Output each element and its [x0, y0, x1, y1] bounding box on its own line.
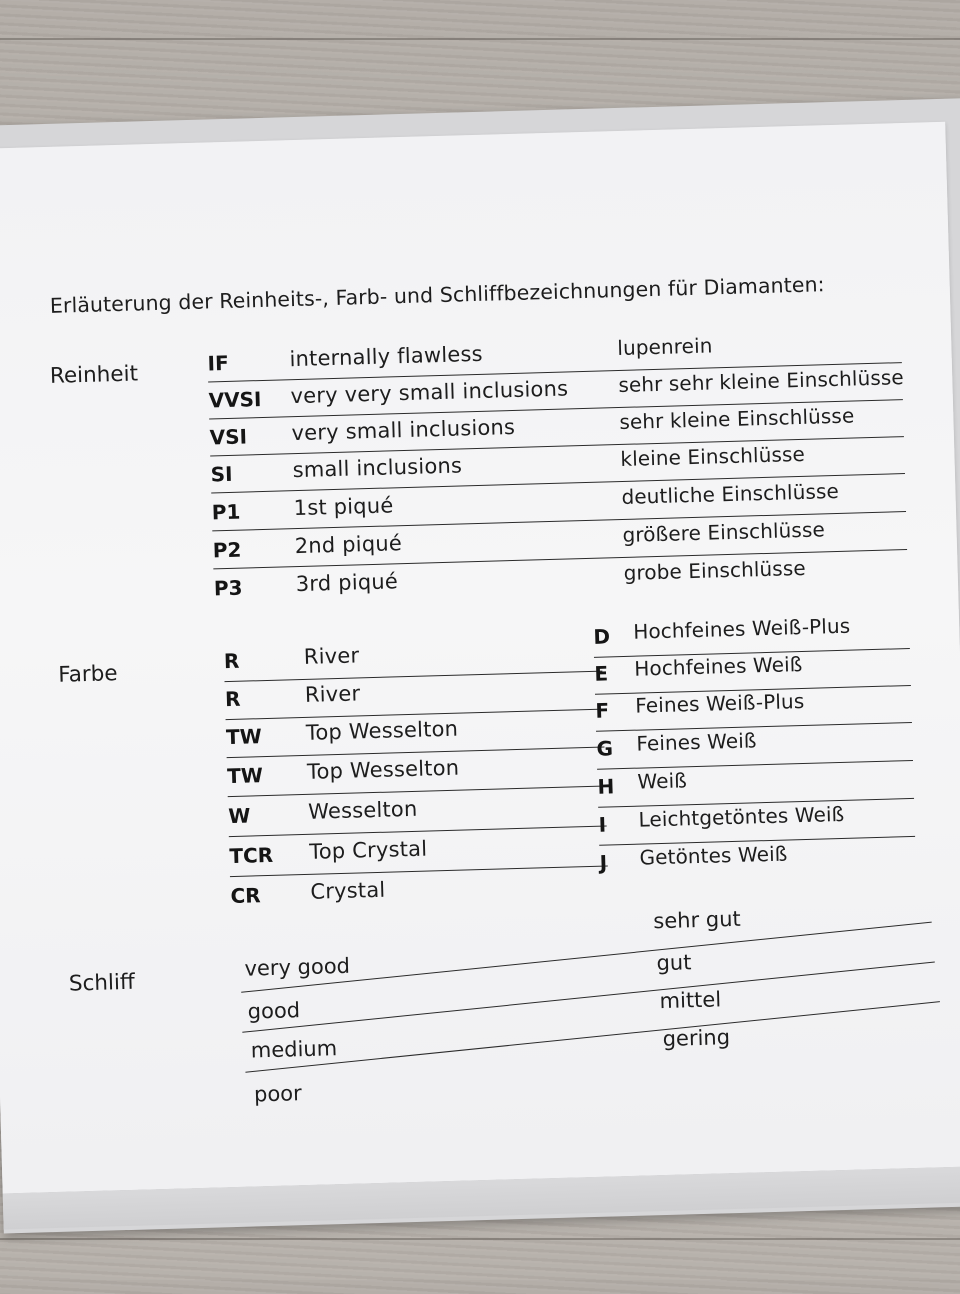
- cut-english: poor: [253, 1081, 303, 1107]
- color-grade-code: F: [595, 698, 610, 723]
- section-label-color: Farbe: [57, 661, 118, 688]
- clarity-code: VSI: [209, 424, 248, 450]
- cut-english: good: [247, 998, 301, 1024]
- color-name: Top Wesselton: [306, 755, 460, 784]
- color-grade-code: E: [594, 661, 609, 686]
- color-code: CR: [230, 883, 261, 909]
- clarity-english: very very small inclusions: [290, 376, 569, 409]
- clarity-code: IF: [207, 350, 230, 376]
- cut-german: gering: [662, 1025, 731, 1052]
- clarity-code: P2: [212, 537, 242, 563]
- color-name: Top Crystal: [308, 836, 428, 864]
- color-name: Crystal: [310, 877, 386, 904]
- clarity-code: SI: [210, 461, 233, 487]
- color-name: River: [304, 681, 361, 707]
- color-grade-code: H: [597, 774, 615, 799]
- color-grade-name: Feines Weiß-Plus: [635, 688, 805, 718]
- clarity-german: lupenrein: [617, 333, 713, 361]
- color-code: TW: [226, 763, 264, 789]
- color-code: R: [224, 686, 241, 712]
- color-name: Wesselton: [307, 796, 418, 824]
- color-grade-name: Weiß: [637, 768, 688, 794]
- cut-english: very good: [244, 953, 351, 981]
- color-grade-name: Hochfeines Weiß-Plus: [632, 613, 851, 644]
- clarity-code: P1: [211, 499, 241, 525]
- clarity-german: deutliche Einschlüsse: [621, 478, 840, 509]
- clarity-english: small inclusions: [292, 453, 463, 483]
- color-grade-name: Leichtgetöntes Weiß: [638, 801, 845, 832]
- color-grade-code: J: [599, 850, 608, 875]
- color-grade-name: Feines Weiß: [636, 728, 757, 756]
- clarity-german: kleine Einschlüsse: [620, 441, 806, 471]
- clarity-german: größere Einschlüsse: [622, 517, 826, 547]
- color-name: River: [303, 643, 360, 669]
- color-name: Top Wesselton: [305, 716, 459, 745]
- color-code: R: [223, 648, 240, 674]
- clarity-english: very small inclusions: [291, 414, 516, 446]
- color-grade-code: I: [598, 812, 607, 837]
- color-grade-name: Getöntes Weiß: [639, 841, 788, 870]
- clarity-english: 3rd piqué: [295, 569, 399, 597]
- cut-german: sehr gut: [653, 906, 742, 934]
- color-code: TCR: [229, 842, 274, 869]
- cut-english: medium: [250, 1036, 338, 1063]
- color-code: TW: [225, 724, 263, 750]
- color-grade-code: G: [596, 736, 614, 761]
- clarity-english: 1st piqué: [293, 493, 394, 521]
- clarity-english: internally flawless: [289, 341, 484, 372]
- clarity-english: 2nd piqué: [294, 531, 403, 559]
- clarity-german: sehr sehr kleine Einschlüsse: [618, 365, 905, 398]
- section-label-cut: Schliff: [68, 969, 136, 997]
- clarity-german: grobe Einschlüsse: [623, 555, 807, 585]
- page-title: Erläuterung der Reinheits-, Farb- und Schliffbezeichnungen für Diamanten:: [49, 272, 825, 318]
- cut-german: mittel: [659, 987, 722, 1014]
- cut-german: gut: [656, 950, 692, 976]
- color-grade-code: D: [593, 624, 611, 649]
- color-grade-name: Hochfeines Weiß: [633, 652, 803, 681]
- clarity-code: P3: [213, 575, 243, 601]
- section-label-clarity: Reinheit: [49, 361, 139, 389]
- clarity-german: sehr kleine Einschlüsse: [619, 403, 855, 435]
- color-code: W: [227, 803, 251, 829]
- clarity-code: VVSI: [208, 387, 262, 413]
